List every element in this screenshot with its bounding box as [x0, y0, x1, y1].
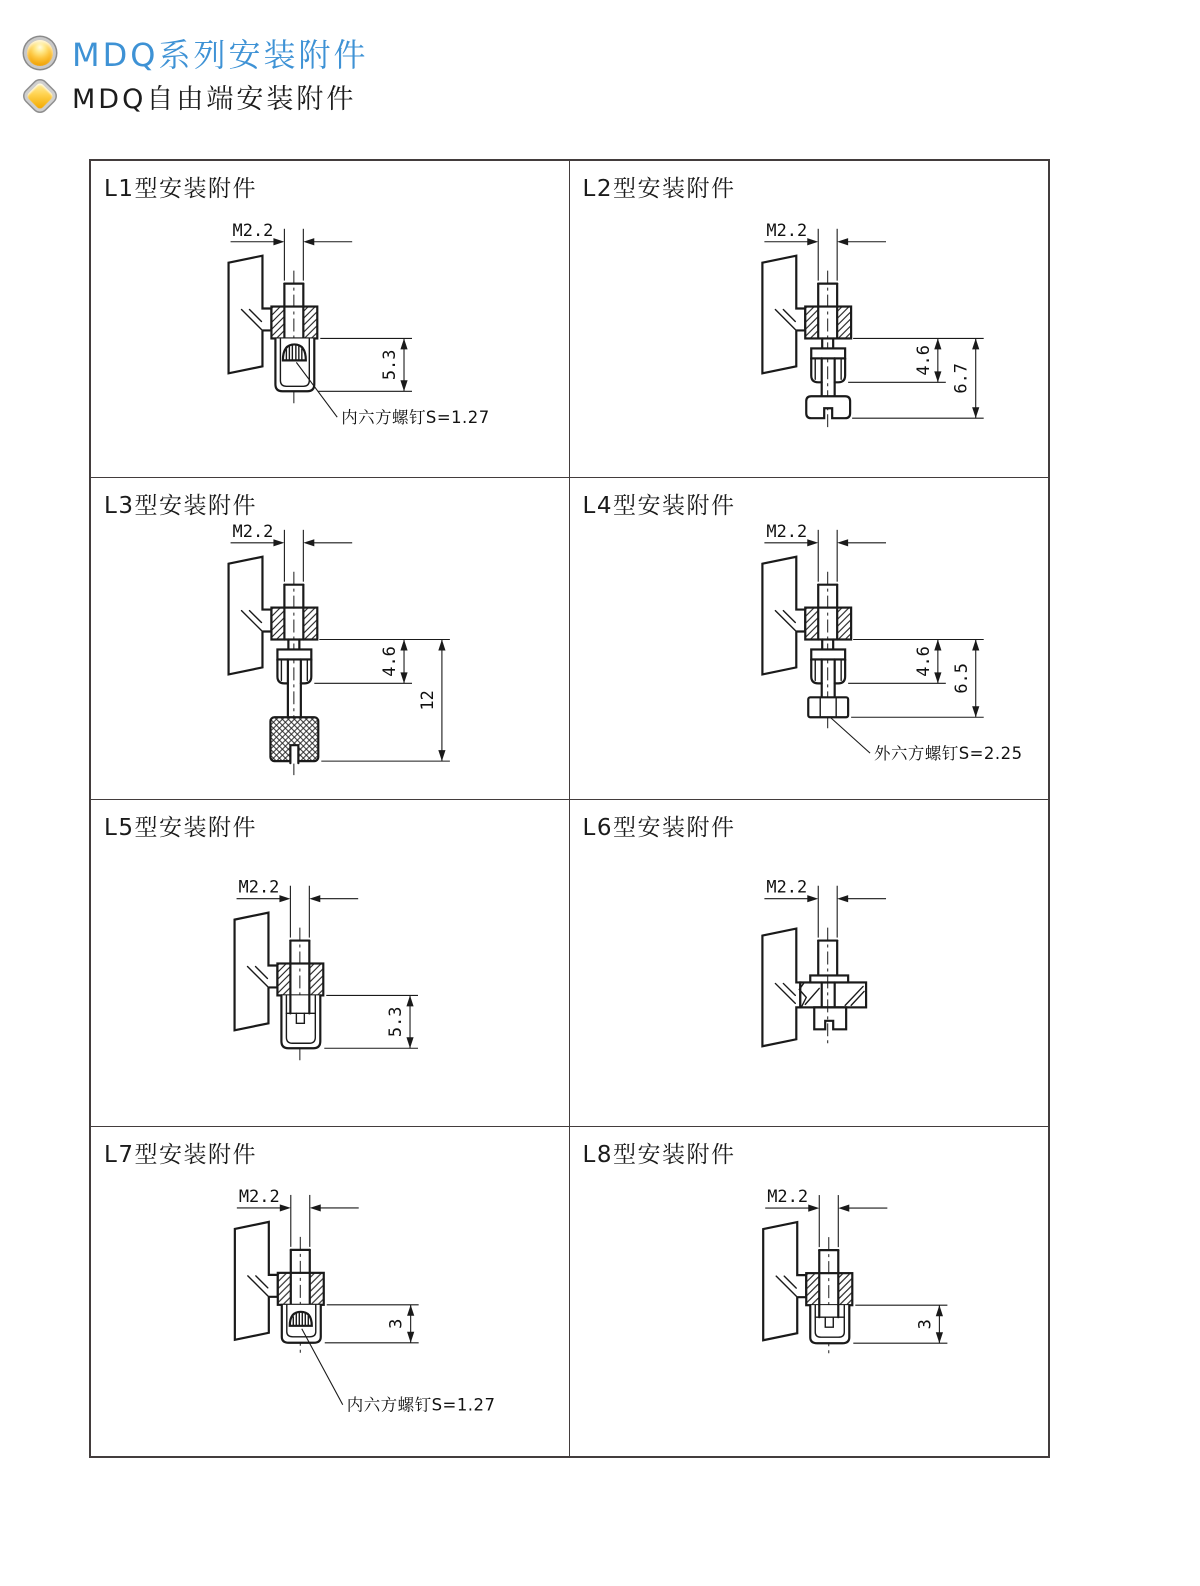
thread-dim-label: M2.2 — [765, 219, 807, 240]
cell-L6 — [570, 800, 1049, 1127]
clamp-plate — [799, 982, 866, 1007]
height-dimension — [325, 1305, 419, 1343]
slotted-nut — [814, 1007, 846, 1029]
cell-L1 — [91, 161, 570, 478]
dim-b-label: 12 — [416, 690, 437, 711]
l1-technical-drawing — [91, 161, 569, 477]
cell-title-L2: L2型安装附件 — [582, 176, 736, 202]
dim-b-label: 6.5 — [950, 663, 971, 694]
series-title: MDQ系列安装附件 — [72, 36, 369, 74]
l5-technical-drawing — [91, 800, 569, 1126]
thread-dim-label: M2.2 — [232, 219, 274, 240]
page-header-sub — [20, 76, 356, 116]
cell-title-L6: L6型安装附件 — [582, 815, 736, 841]
washer — [810, 975, 848, 982]
cell-L2 — [570, 161, 1049, 478]
glossy-circle-icon — [20, 33, 60, 73]
dimension-a — [314, 639, 450, 683]
hex-screw-head — [808, 697, 848, 717]
dim-a-label: 4.6 — [912, 345, 933, 376]
note-label: 内六方螺钉S=1.27 — [341, 408, 490, 428]
height-dim-label: 3 — [386, 1318, 407, 1329]
l2-technical-drawing — [570, 161, 1049, 477]
stem-bracket — [229, 256, 272, 374]
cell-title-L7: L7型安装附件 — [104, 1142, 257, 1168]
threaded-bushing-flange — [805, 608, 851, 640]
cell-title-L5: L5型安装附件 — [104, 815, 257, 841]
thread-dim-label: M2.2 — [766, 1187, 808, 1208]
sleeve-body — [811, 338, 845, 396]
stem-bracket — [229, 557, 272, 675]
dim-a-label: 4.6 — [379, 646, 400, 677]
stem-bracket — [762, 929, 800, 1047]
stem-bracket — [762, 557, 805, 675]
dim-a-label: 4.6 — [912, 646, 933, 677]
glossy-diamond-icon — [20, 76, 60, 116]
cell-title-L4: L4型安装附件 — [582, 493, 736, 519]
note-callout — [302, 1329, 496, 1415]
note-label: 外六方螺钉S=2.25 — [873, 744, 1023, 764]
sub-title: MDQ自由端安装附件 — [72, 83, 357, 115]
page-header-series — [20, 30, 368, 76]
threaded-bushing-flange — [805, 307, 851, 339]
thread-dim-label: M2.2 — [238, 1186, 280, 1207]
end-cap — [281, 995, 320, 1048]
note-callout — [830, 717, 1022, 763]
end-cap — [810, 1305, 849, 1343]
note-label: 内六方螺钉S=1.27 — [346, 1395, 496, 1415]
cell-title-L1: L1型安装附件 — [104, 176, 257, 202]
thread-dim-label: M2.2 — [765, 520, 807, 541]
cell-L5 — [91, 800, 570, 1127]
accessory-table — [89, 159, 1050, 1458]
thread-dim-label: M2.2 — [765, 876, 807, 897]
cell-title-L3: L3型安装附件 — [104, 493, 257, 519]
l3-technical-drawing — [91, 478, 569, 799]
l4-technical-drawing — [570, 478, 1049, 799]
l6-technical-drawing — [570, 800, 1049, 1126]
cell-L7 — [91, 1127, 570, 1456]
knurled-knob — [270, 717, 318, 763]
dim-b-label: 6.7 — [950, 363, 971, 394]
slotted-screw-head — [806, 396, 850, 418]
thread-dimension — [764, 877, 886, 938]
height-dimension — [853, 1305, 947, 1343]
stem-bracket — [763, 1222, 806, 1340]
stem-bracket — [235, 913, 278, 1031]
hex-socket-screw-head — [283, 344, 306, 360]
height-dimension — [318, 338, 412, 391]
height-dimension — [324, 995, 418, 1048]
stem-bracket — [235, 1222, 278, 1340]
stem-bracket — [762, 256, 805, 374]
height-dim-label: 5.3 — [379, 349, 400, 381]
cell-L4 — [570, 478, 1049, 800]
height-dim-label: 3 — [914, 1319, 935, 1330]
height-dim-label: 5.3 — [385, 1006, 406, 1038]
hex-socket-screw-head — [290, 1312, 312, 1326]
cell-L8 — [570, 1127, 1049, 1456]
thread-dim-label: M2.2 — [238, 876, 280, 897]
thread-dim-label: M2.2 — [232, 520, 274, 541]
cell-title-L8: L8型安装附件 — [582, 1142, 736, 1168]
cell-L3 — [91, 478, 570, 800]
l7-technical-drawing — [91, 1127, 569, 1456]
l8-technical-drawing — [570, 1127, 1049, 1456]
